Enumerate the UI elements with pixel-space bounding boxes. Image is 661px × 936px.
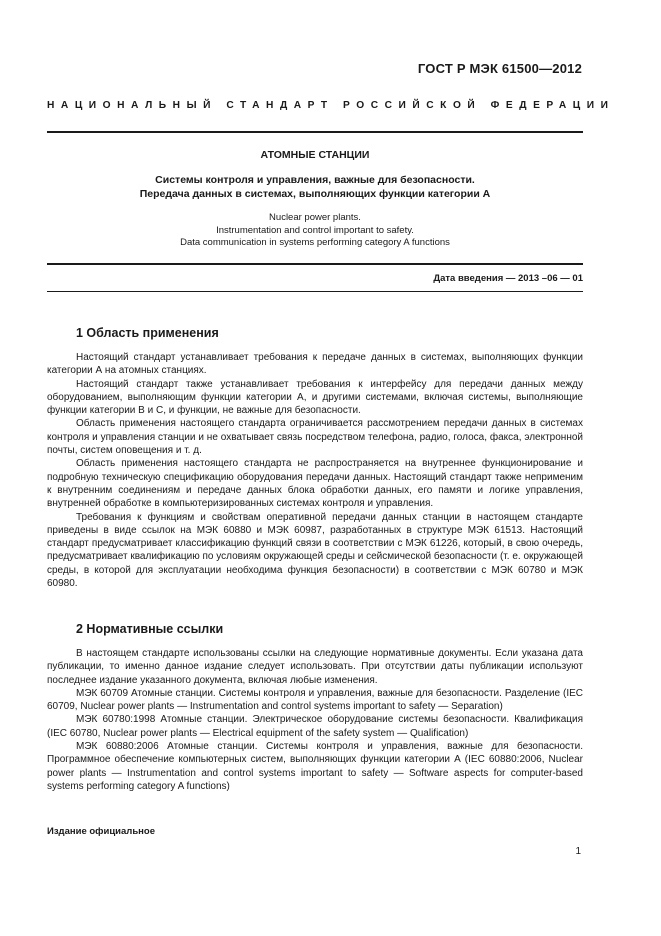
english-title-line: Data communication in systems performing category A functions [180, 237, 450, 248]
english-title-line: Instrumentation and control important to safety. [216, 224, 414, 236]
english-title-line: Nuclear power plants. [269, 212, 361, 223]
official-edition-label: Издание официальное [47, 826, 155, 837]
title-divider [47, 263, 583, 265]
section-1-heading: 1 Область применения [76, 326, 219, 340]
paragraph: В настоящем стандарте использованы ссылки на следующие нормативные документы. Если указана дата публикации, то именно данное издание следует использовать. При отсутствии даты публикации используют последнее издание указанного документа, включая любые изменения. [47, 648, 583, 686]
english-title [47, 212, 583, 250]
paragraph: МЭК 60709 Атомные станции. Системы контроля и управления, важные для безопасности. Разделение (IEC 60709, Nuclear power plants — Instrumentation and control systems important to safety — Separation) [47, 687, 583, 713]
russian-title [47, 174, 583, 201]
paragraph: Настоящий стандарт устанавливает требования к передаче данных в системах, выполняющих функции категории А на атомных станциях. [47, 352, 583, 377]
page-number: 1 [575, 846, 581, 857]
date-divider [47, 291, 583, 292]
paragraph: МЭК 60880:2006 Атомные станции. Системы контроля и управления, важные для безопасности. Программное обеспечение компьютерных систем, выполняющих функции категории А (IEC 60880:2006, Nuclear power plants — Instrumentation and control systems important to safety — Software aspects for computer-based systems performing category A functions) [47, 741, 583, 792]
document-code: ГОСТ Р МЭК 61500—2012 [417, 61, 582, 76]
section-1-body [47, 351, 583, 590]
paragraph: Область применения настоящего стандарта не распространяется на внутреннее функционирование и подробную техническую спецификацию оборудования передачи данных. Настоящий стандарт также неприменим к внутренним соединениям и передаче данных блока обработки данных, его памяти и логике управления, внутренней обработке в компьютеризированных системах контроля и управления. [47, 458, 583, 510]
section-2-heading: 2 Нормативные ссылки [76, 622, 224, 636]
standard-topic: АТОМНЫЕ СТАНЦИИ [260, 149, 370, 161]
paragraph: Настоящий стандарт также устанавливает требования к интерфейсу для передачи данных между оборудованием, выполняющим функции категории А, и другими системами, включая системы, выполняющие функции категории В и С, и функции, не важные для безопасности. [47, 378, 583, 417]
russian-title-line: Передача данных в системах, выполняющих функции категории А [139, 187, 491, 200]
paragraph: Область применения настоящего стандарта ограничивается рассмотрением передачи данных в системах контроля и управления станции и не охватывает связь посредством телефона, радио, голоса, факса, электронной почты, систем оповещения и т. д. [47, 418, 583, 457]
header-divider [47, 131, 583, 133]
russian-title-line: Системы контроля и управления, важные для безопасности. [155, 174, 475, 186]
introduction-date: Дата введения — 2013 –06 — 01 [433, 273, 583, 284]
paragraph: МЭК 60780:1998 Атомные станции. Электрическое оборудование системы безопасности. Квалификация (IEC 60780, Nuclear power plants — Electrical equipment of the safety system — Qualification) [47, 714, 583, 739]
paragraph: Требования к функциям и свойствам оперативной передачи данных станции в настоящем стандарте приведены в виде ссылок на МЭК 60880 и МЭК 60987, разработанных в структуре МЭК 61513. Настоящий стандарт предусматривает классификацию функций связи в соответствии с МЭК 61226, который, в свою очередь, предусматривает квалификацию по условиям окружающей среды и сейсмической безопасности (т. е. окружающей среды, в которой для эксплуатации необходима функция безопасности) в соответствии с МЭК 60780 и МЭК 60980. [47, 511, 583, 590]
national-standard-banner: НАЦИОНАЛЬНЫЙ СТАНДАРТ РОССИЙСКОЙ ФЕДЕРАЦИИ [47, 100, 615, 111]
section-2-body [47, 647, 583, 793]
